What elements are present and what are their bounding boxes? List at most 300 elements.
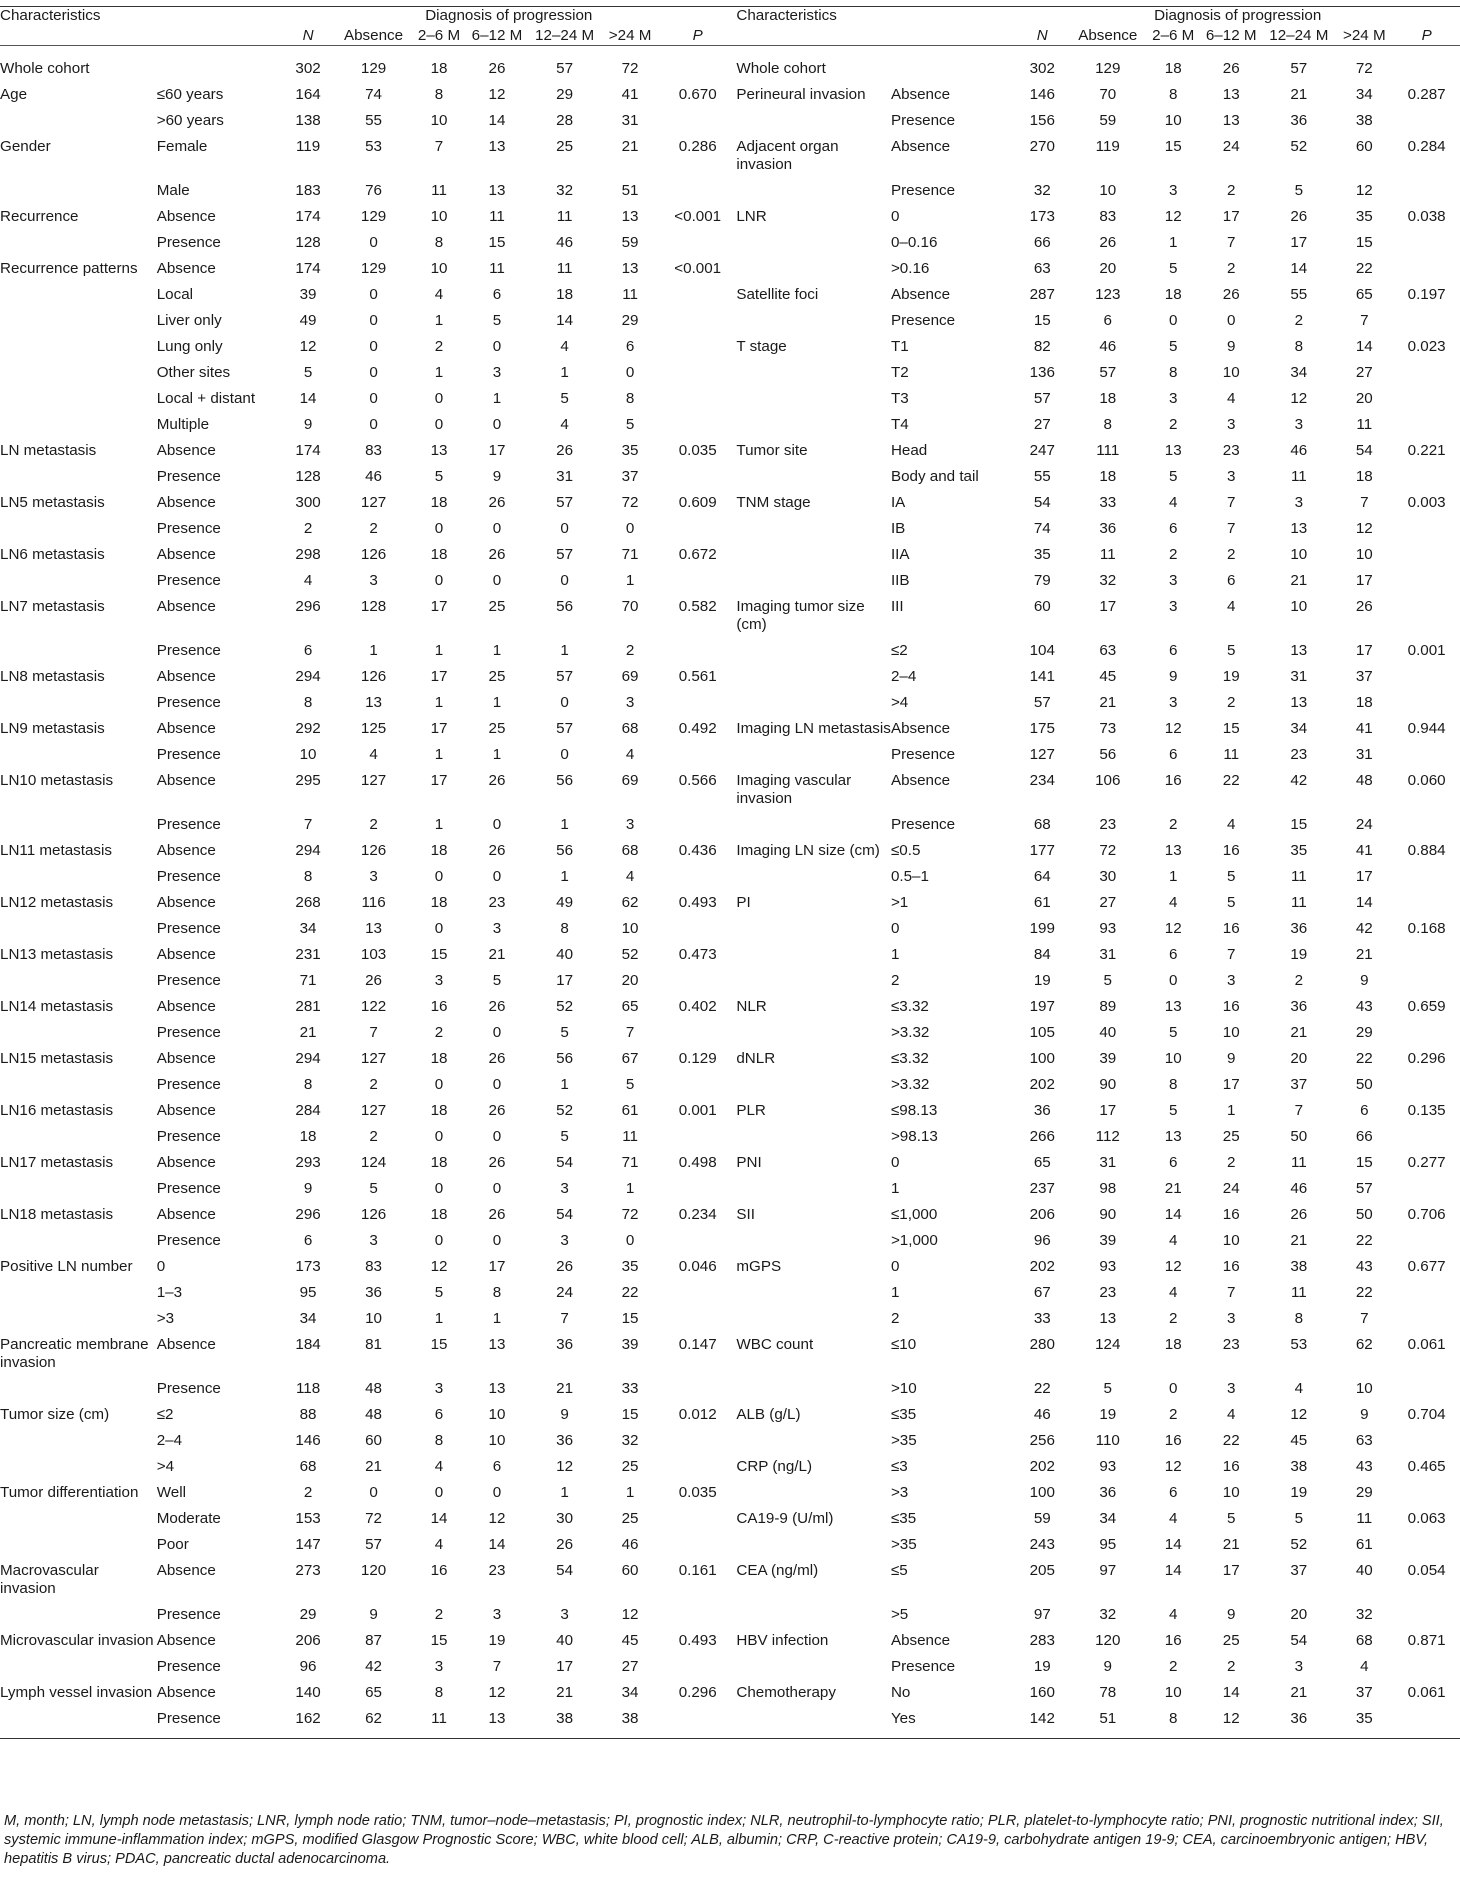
right-cell: 205 [1029, 1562, 1055, 1579]
right-cell: 55 [1290, 286, 1308, 303]
left-cell: Pancreatic membrane invasion [0, 1336, 149, 1371]
right-cell: 302 [1015, 46, 1069, 83]
col-header: N [281, 27, 335, 46]
right-cell: 127 [1029, 746, 1055, 763]
left-cell: 126 [360, 668, 387, 685]
left-cell: Lung only [156, 338, 223, 355]
left-cell: 1 [560, 1484, 569, 1501]
left-cell [659, 1124, 736, 1150]
col-header: P [1393, 27, 1460, 46]
right-cell: 146 [1029, 86, 1055, 103]
left-cell: 54 [556, 1562, 574, 1579]
right-cell: 32 [1033, 182, 1051, 199]
left-cell: Absence [156, 1632, 216, 1649]
right-cell: 57 [1033, 390, 1051, 407]
table-row [0, 638, 1460, 664]
right-cell: 21 [1290, 1024, 1308, 1041]
right-cell: 62 [1355, 1336, 1373, 1353]
right-cell: 9 [1226, 1050, 1236, 1067]
left-cell: Absence [156, 772, 216, 789]
right-cell: 7 [1226, 1284, 1236, 1301]
left-cell [659, 1506, 736, 1532]
left-cell: 56 [556, 772, 574, 789]
right-cell: 9 [1226, 338, 1236, 355]
right-cell [1393, 178, 1460, 204]
left-cell: 17 [430, 668, 448, 685]
right-cell: CEA (ng/ml) [736, 1562, 819, 1579]
right-cell [736, 812, 891, 838]
left-cell: 13 [488, 1336, 506, 1353]
right-cell: 0–0.16 [890, 234, 938, 251]
left-cell: 49 [556, 894, 574, 911]
right-cell: 7 [1294, 1102, 1304, 1119]
left-cell: 24 [556, 1284, 574, 1301]
table-row [0, 1376, 1460, 1402]
left-cell: 0.234 [678, 1206, 717, 1223]
left-cell: Absence [156, 894, 216, 911]
right-cell: 3 [1294, 416, 1304, 433]
left-cell: 0 [560, 520, 569, 537]
left-cell: 3 [492, 920, 502, 937]
left-cell [0, 864, 157, 890]
left-cell: 10 [430, 112, 448, 129]
right-cell [736, 916, 891, 942]
right-cell [736, 256, 891, 282]
right-cell: 10 [1222, 1484, 1240, 1501]
left-cell [659, 1280, 736, 1306]
left-cell: 20 [621, 972, 639, 989]
left-cell: Presence [156, 816, 221, 833]
left-cell: 5 [434, 1284, 444, 1301]
right-cell: 27 [1099, 894, 1117, 911]
left-cell: 5 [560, 1024, 569, 1041]
right-cell [736, 1072, 891, 1098]
left-cell: 8 [303, 694, 313, 711]
left-cell: Multiple [156, 416, 210, 433]
right-cell: 247 [1029, 442, 1055, 459]
right-cell [891, 46, 1016, 83]
right-cell [1393, 864, 1460, 890]
right-cell: 54 [1033, 494, 1051, 511]
left-cell: 69 [621, 772, 639, 789]
right-cell: T4 [890, 416, 909, 433]
right-cell: Whole cohort [736, 46, 891, 83]
left-cell: 1 [434, 1310, 444, 1327]
left-cell: 0 [625, 364, 635, 381]
left-cell: 3 [492, 364, 502, 381]
left-cell: 26 [488, 842, 506, 859]
right-cell: PLR [736, 1102, 766, 1119]
left-cell: LN17 metastasis [0, 1154, 114, 1171]
right-cell: 45 [1099, 668, 1117, 685]
right-cell: 54 [1355, 442, 1373, 459]
left-cell [0, 516, 157, 542]
left-cell: 1 [434, 816, 444, 833]
right-cell: 12 [1355, 182, 1373, 199]
left-cell: 5 [369, 1180, 378, 1197]
left-cell: Absence [156, 260, 216, 277]
col-header: >24 M [601, 27, 659, 46]
left-cell [659, 1176, 736, 1202]
right-cell: 24 [1355, 816, 1373, 833]
left-cell: 21 [488, 946, 506, 963]
left-cell: 21 [299, 1024, 317, 1041]
right-cell: ≤1,000 [890, 1206, 938, 1223]
left-cell: Absence [156, 1336, 216, 1353]
right-cell: 266 [1029, 1128, 1055, 1145]
left-cell: Tumor differentiation [0, 1484, 139, 1501]
left-cell: 0 [369, 1484, 378, 1501]
right-cell [736, 690, 891, 716]
right-cell: 36 [1099, 520, 1117, 537]
right-cell: 8 [1169, 86, 1178, 103]
left-cell: 1 [492, 1310, 502, 1327]
left-cell: 26 [556, 1258, 574, 1275]
left-cell: 183 [295, 182, 321, 199]
left-cell: 26 [488, 1102, 506, 1119]
right-cell: 12 [1355, 520, 1373, 537]
right-cell: 22 [1355, 1232, 1373, 1249]
right-cell [736, 1376, 891, 1402]
right-cell: 5 [1103, 972, 1112, 989]
left-cell: 0 [492, 572, 502, 589]
left-cell: 0.012 [678, 1406, 717, 1423]
left-cell: 4 [560, 416, 569, 433]
right-cell: 206 [1029, 1206, 1055, 1223]
right-cell [736, 1602, 891, 1628]
left-cell: 25 [556, 138, 574, 155]
right-cell: 6 [1226, 572, 1236, 589]
right-cell: 66 [1355, 1128, 1373, 1145]
left-cell [0, 638, 157, 664]
right-cell: 13 [1290, 642, 1308, 659]
left-cell: 126 [360, 546, 387, 563]
left-cell: 60 [365, 1432, 382, 1449]
left-cell: 0 [492, 868, 502, 885]
left-cell: 0 [492, 416, 502, 433]
right-cell: 53 [1290, 1336, 1308, 1353]
left-cell: 0 [156, 1258, 166, 1275]
left-cell [0, 334, 157, 360]
left-cell: LN18 metastasis [0, 1206, 114, 1223]
right-cell: 10 [1355, 1380, 1373, 1397]
right-cell: 13 [1164, 998, 1182, 1015]
left-cell [659, 386, 736, 412]
table-row [0, 1558, 1460, 1602]
right-cell: 177 [1029, 842, 1055, 859]
right-cell: >3 [890, 1484, 909, 1501]
right-cell: 3 [1169, 572, 1178, 589]
right-cell [1393, 1602, 1460, 1628]
right-cell [736, 942, 891, 968]
table-row [0, 568, 1460, 594]
right-cell: 10 [1222, 1024, 1240, 1041]
right-cell: 10 [1290, 546, 1308, 563]
right-cell: T2 [890, 364, 909, 381]
left-cell: 69 [621, 668, 639, 685]
left-cell: 127 [360, 1102, 387, 1119]
right-cell: 84 [1033, 946, 1051, 963]
right-cell: 57 [1262, 46, 1335, 83]
right-cell: ≤35 [890, 1510, 917, 1527]
left-cell [0, 568, 157, 594]
right-cell: 82 [1033, 338, 1051, 355]
left-cell: LN14 metastasis [0, 998, 114, 1015]
right-cell: 42 [1290, 772, 1308, 789]
left-cell: 65 [365, 1684, 382, 1701]
left-cell: 18 [412, 46, 466, 83]
left-cell [659, 568, 736, 594]
left-cell: 128 [360, 598, 387, 615]
left-cell: 5 [492, 312, 502, 329]
left-cell: 26 [556, 1536, 574, 1553]
right-cell: 13 [1222, 86, 1240, 103]
right-cell: 51 [1069, 1706, 1146, 1739]
right-cell: 11 [1290, 868, 1307, 885]
right-cell: 95 [1099, 1536, 1117, 1553]
left-cell: 7 [492, 1658, 502, 1675]
right-cell: CRP (ng/L) [736, 1458, 813, 1475]
left-cell: Presence [156, 1180, 221, 1197]
left-cell [659, 864, 736, 890]
left-cell: 129 [335, 46, 412, 83]
right-cell [1393, 664, 1460, 690]
right-cell: 141 [1029, 668, 1055, 685]
left-cell: Presence [156, 1380, 221, 1397]
table-row [0, 82, 1460, 108]
right-cell: 1 [1169, 868, 1178, 885]
right-cell: 3 [1226, 468, 1236, 485]
right-cell: 30 [1099, 868, 1117, 885]
table-row [0, 1454, 1460, 1480]
right-cell: 25 [1222, 1128, 1240, 1145]
right-cell: 237 [1029, 1180, 1055, 1197]
table-row [0, 1228, 1460, 1254]
right-cell: 50 [1290, 1128, 1308, 1145]
right-cell: 35 [1033, 546, 1051, 563]
left-cell: 2 [369, 816, 378, 833]
left-cell: 0.402 [678, 998, 717, 1015]
right-cell [1393, 1654, 1460, 1680]
right-cell: HBV infection [736, 1632, 829, 1649]
right-cell [736, 1228, 891, 1254]
right-cell: 0.063 [1407, 1510, 1446, 1527]
left-cell: 87 [365, 1632, 382, 1649]
right-cell: 14 [1355, 338, 1373, 355]
left-cell: Lymph vessel invasion [0, 1684, 153, 1701]
right-cell: 9 [1226, 1606, 1236, 1623]
left-cell: 5 [434, 468, 444, 485]
col-header: 2–6 M [1146, 27, 1200, 46]
left-cell: 15 [430, 946, 448, 963]
right-cell: 11 [1099, 546, 1116, 563]
right-cell: 2 [1226, 182, 1236, 199]
left-cell: 6 [303, 642, 313, 659]
table-body [0, 46, 1460, 1739]
right-cell: Presence [890, 112, 956, 129]
table-row [0, 334, 1460, 360]
col-header: 6–12 M [466, 27, 528, 46]
left-cell: 11 [556, 208, 573, 225]
right-cell: 66 [1033, 234, 1051, 251]
right-cell: 23 [1290, 746, 1308, 763]
left-cell: 7 [303, 816, 313, 833]
left-cell: LN13 metastasis [0, 946, 114, 963]
left-cell: <0.001 [674, 208, 722, 225]
right-cell: 11 [1290, 468, 1307, 485]
right-cell: 2–4 [890, 668, 917, 685]
left-cell: 40 [556, 946, 574, 963]
table-row [0, 916, 1460, 942]
table-row [0, 1072, 1460, 1098]
left-cell: 0.609 [678, 494, 717, 511]
left-cell: 0 [434, 868, 444, 885]
right-cell: Adjacent organ invasion [736, 138, 839, 173]
right-cell: 18 [1164, 286, 1182, 303]
left-cell: 147 [295, 1536, 321, 1553]
col-header: Absence [335, 27, 412, 46]
right-cell [736, 542, 891, 568]
left-cell: 9 [369, 1606, 378, 1623]
left-cell: 21 [365, 1458, 382, 1475]
table-row [0, 256, 1460, 282]
right-cell: Chemotherapy [736, 1684, 836, 1701]
header-row-groups [0, 7, 1460, 28]
left-cell: 40 [556, 1632, 574, 1649]
left-cell: 17 [556, 1658, 574, 1675]
right-cell: 20 [1355, 390, 1373, 407]
left-cell: 32 [556, 182, 574, 199]
left-cell: 2 [303, 1484, 313, 1501]
right-cell: Absence [890, 720, 951, 737]
left-cell: 2 [369, 520, 378, 537]
right-cell: 8 [1146, 1706, 1200, 1739]
left-cell: LN9 metastasis [0, 720, 105, 737]
right-cell: 34 [1355, 86, 1373, 103]
right-cell: 0.277 [1407, 1154, 1446, 1171]
left-cell: 54 [556, 1206, 574, 1223]
col-header: P [659, 27, 736, 46]
right-cell: 67 [1033, 1284, 1051, 1301]
left-cell: 10 [488, 1406, 506, 1423]
left-cell: 37 [621, 468, 639, 485]
right-cell: 202 [1029, 1458, 1055, 1475]
right-cell: 15 [1355, 1154, 1373, 1171]
right-cell: 14 [1290, 260, 1308, 277]
left-cell: 59 [621, 234, 639, 251]
right-cell [1393, 942, 1460, 968]
left-cell: 49 [299, 312, 317, 329]
right-cell [1393, 516, 1460, 542]
right-cell: 2 [1169, 416, 1178, 433]
left-cell: 32 [621, 1432, 639, 1449]
left-cell [0, 1706, 157, 1739]
right-cell: 29 [1355, 1024, 1373, 1041]
left-cell: 11 [622, 1128, 638, 1145]
right-cell: 74 [1033, 520, 1051, 537]
right-diagnosis-header: Diagnosis of progression [1015, 7, 1460, 28]
right-cell: 60 [1033, 598, 1051, 615]
left-cell: 268 [295, 894, 321, 911]
right-cell: 0 [890, 1154, 900, 1171]
right-cell: 18 [1099, 390, 1117, 407]
right-cell: 156 [1029, 112, 1055, 129]
right-cell: IB [890, 520, 906, 537]
left-cell: 0 [492, 1076, 502, 1093]
left-cell: 29 [621, 312, 639, 329]
right-cell: 20 [1290, 1050, 1308, 1067]
left-cell: 5 [560, 1128, 569, 1145]
right-cell: 78 [1099, 1684, 1117, 1701]
left-cell: 33 [621, 1380, 639, 1397]
right-cell: 10 [1164, 1684, 1182, 1701]
left-cell: 8 [434, 86, 444, 103]
right-cell: 280 [1029, 1336, 1055, 1353]
right-cell: 3 [1294, 494, 1304, 511]
right-cell [1393, 812, 1460, 838]
right-cell: 0 [890, 920, 900, 937]
right-cell [1393, 1020, 1460, 1046]
left-cell [157, 46, 282, 83]
left-cell: 0 [369, 234, 378, 251]
right-cell: 5 [1169, 1102, 1178, 1119]
left-cell: 0.035 [678, 1484, 717, 1501]
left-cell [0, 282, 157, 308]
right-cell: 0.871 [1407, 1632, 1446, 1649]
right-cell: 52 [1290, 1536, 1308, 1553]
left-cell: 11 [489, 260, 505, 277]
left-cell [0, 1506, 157, 1532]
left-cell: 18 [556, 286, 574, 303]
right-cell: 243 [1029, 1536, 1055, 1553]
left-cell: 11 [556, 260, 573, 277]
right-cell: 202 [1029, 1258, 1055, 1275]
right-cell: >10 [890, 1380, 917, 1397]
right-cell: >3.32 [890, 1024, 930, 1041]
left-cell [0, 812, 157, 838]
right-cell: 17 [1355, 642, 1373, 659]
right-cell: 4 [1226, 390, 1236, 407]
table-row [0, 1602, 1460, 1628]
left-cell [659, 1306, 736, 1332]
left-cell: 14 [430, 1510, 448, 1527]
table-row [0, 308, 1460, 334]
left-cell: 26 [488, 772, 506, 789]
left-cell: 116 [361, 894, 386, 911]
left-cell: 0.493 [678, 1632, 717, 1649]
right-cell: 9 [1103, 1658, 1112, 1675]
left-cell: 103 [360, 946, 387, 963]
right-cell: 10 [1099, 182, 1117, 199]
right-cell: 33 [1099, 494, 1117, 511]
right-cell: 73 [1099, 720, 1117, 737]
left-cell: 1 [434, 642, 444, 659]
left-cell: 127 [360, 1050, 387, 1067]
left-cell: 0.672 [678, 546, 717, 563]
left-cell: 26 [488, 1206, 506, 1223]
left-cell: 8 [303, 1076, 313, 1093]
left-cell: 0 [369, 286, 378, 303]
right-cell [1393, 1428, 1460, 1454]
left-cell: 0 [369, 390, 378, 407]
left-cell: 62 [335, 1706, 412, 1739]
left-cell: Presence [156, 520, 221, 537]
left-cell: >3 [156, 1310, 175, 1327]
left-cell: 6 [434, 1406, 444, 1423]
right-cell: Imaging LN size (cm) [736, 842, 880, 859]
left-cell: 29 [299, 1606, 317, 1623]
right-cell: 0.465 [1407, 1458, 1446, 1475]
